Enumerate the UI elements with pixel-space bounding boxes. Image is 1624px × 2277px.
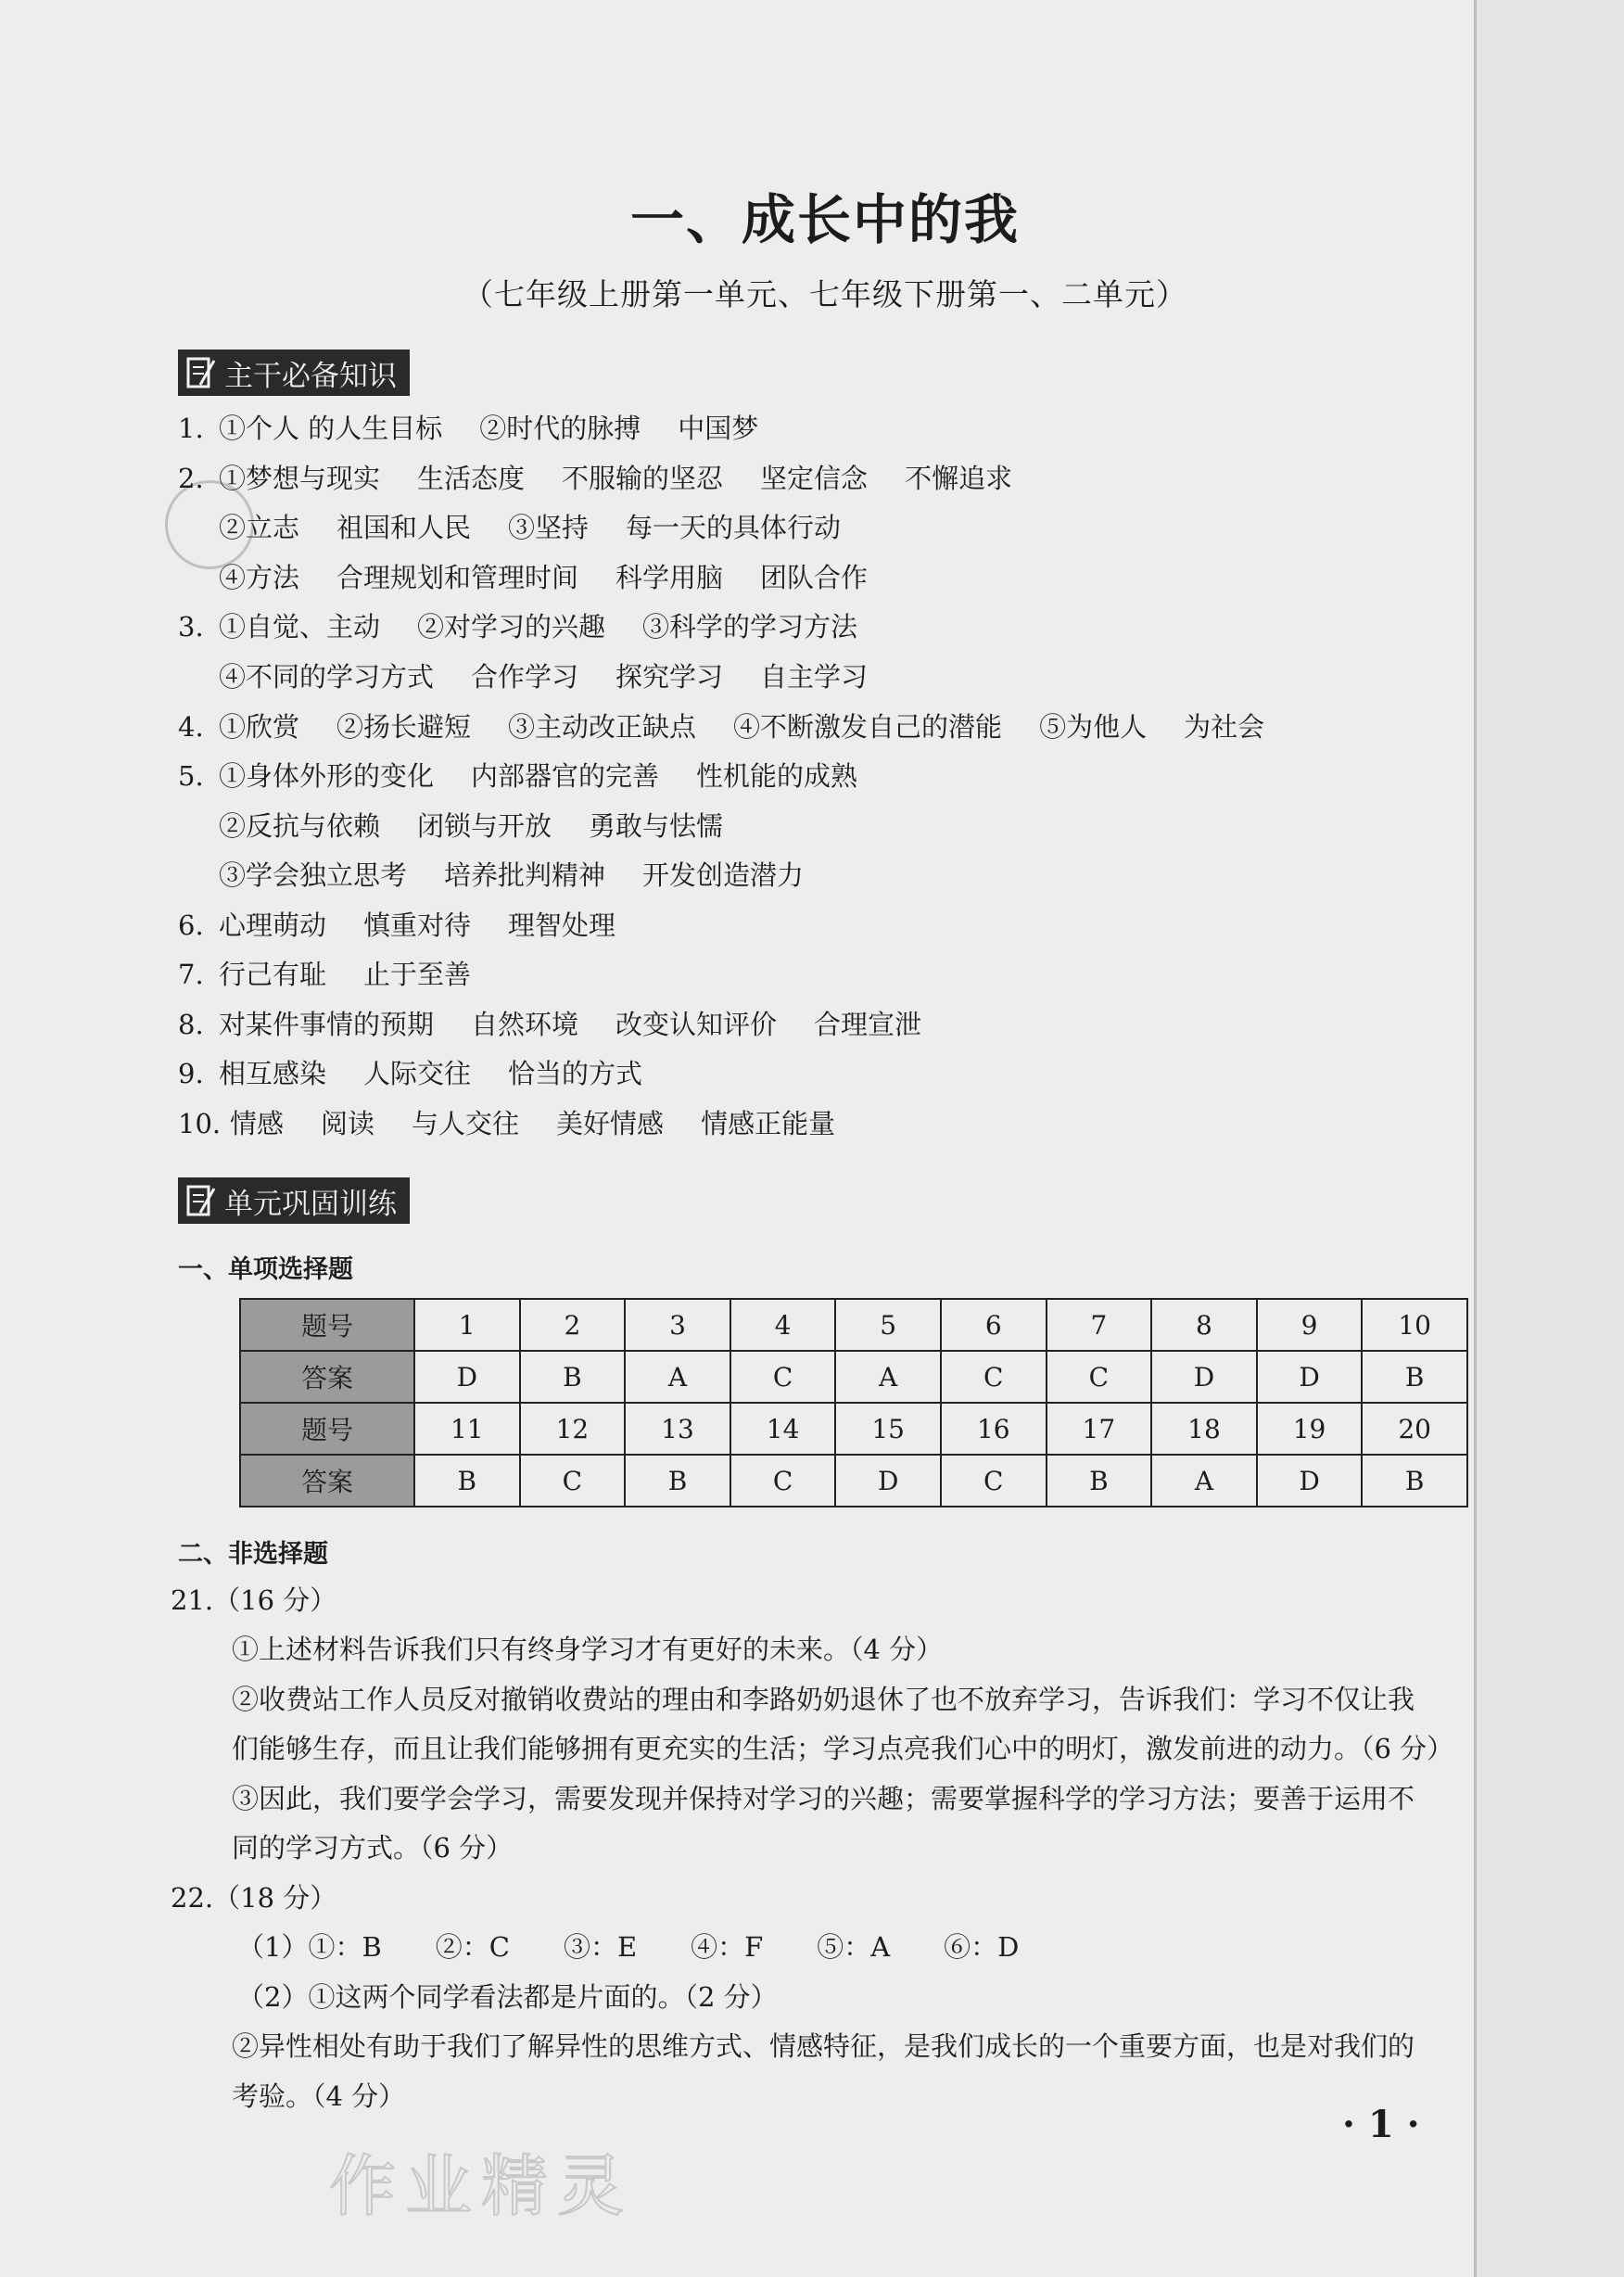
knowledge-line-9: 9. 相互感染 人际交往 恰当的方式 xyxy=(178,1058,643,1089)
table-row xyxy=(240,1299,1467,1351)
nonchoice-heading: 二、非选择题 xyxy=(178,1540,328,1569)
table-cell: C xyxy=(941,1455,1047,1507)
table-cell: 17 xyxy=(1047,1403,1152,1455)
notepad-pen-icon xyxy=(185,1183,217,1218)
table-cell: 7 xyxy=(1047,1299,1152,1351)
table-cell: 1 xyxy=(414,1299,520,1351)
q21-heading: 21.（16 分） xyxy=(171,1584,337,1616)
table-cell: C xyxy=(730,1351,836,1403)
table-row xyxy=(240,1351,1467,1403)
q22-heading: 22.（18 分） xyxy=(171,1882,337,1914)
training-section-title: 单元巩固训练 xyxy=(224,1187,397,1221)
q22-part-2-point-a: ②异性相处有助于我们了解异性的思维方式、情感特征，是我们成长的一个重要方面，也是对我们的 xyxy=(232,2030,1415,2062)
table-cell: 2 xyxy=(520,1299,626,1351)
table-header-cell: 答案 xyxy=(240,1455,414,1507)
q21-point-3b: 同的学习方式。（6 分） xyxy=(232,1832,514,1864)
table-cell: D xyxy=(1151,1351,1257,1403)
table-cell: 10 xyxy=(1362,1299,1467,1351)
table-cell: D xyxy=(1257,1455,1363,1507)
table-cell: B xyxy=(625,1455,730,1507)
table-header-cell: 题号 xyxy=(240,1403,414,1455)
knowledge-line-5c: ③学会独立思考 培养批判精神 开发创造潜力 xyxy=(219,859,805,891)
table-cell: 8 xyxy=(1151,1299,1257,1351)
table-cell: 16 xyxy=(941,1403,1047,1455)
knowledge-line-2c: ④方法 合理规划和管理时间 科学用脑 团队合作 xyxy=(219,562,869,593)
table-cell: 12 xyxy=(520,1403,626,1455)
table-cell: 4 xyxy=(730,1299,836,1351)
table-cell: 18 xyxy=(1151,1403,1257,1455)
knowledge-line-5b: ②反抗与依赖 闭锁与开放 勇敢与怯懦 xyxy=(219,810,724,842)
table-cell: B xyxy=(520,1351,626,1403)
knowledge-line-4: 4. ①欣赏 ②扬长避短 ③主动改正缺点 ④不断激发自己的潜能 ⑤为他人 为社会 xyxy=(178,711,1265,743)
table-cell: B xyxy=(414,1455,520,1507)
knowledge-line-3b: ④不同的学习方式 合作学习 探究学习 自主学习 xyxy=(219,661,869,693)
training-section-banner xyxy=(178,1177,410,1224)
q22-part-1: （1）①：B ②：C ③：E ④：F ⑤：A ⑥：D xyxy=(237,1931,1020,1963)
table-cell: 14 xyxy=(730,1403,836,1455)
table-cell: 6 xyxy=(941,1299,1047,1351)
q22-part-2-point-b: 考验。（4 分） xyxy=(232,2080,406,2112)
table-header-cell: 题号 xyxy=(240,1299,414,1351)
table-cell: C xyxy=(730,1455,836,1507)
page-subtitle: （七年级上册第一单元、七年级下册第一、二单元） xyxy=(463,276,1187,312)
notepad-pen-icon xyxy=(185,355,217,390)
table-cell: 3 xyxy=(625,1299,730,1351)
table-cell: 20 xyxy=(1362,1403,1467,1455)
table-cell: C xyxy=(1047,1351,1152,1403)
q21-point-2b: 们能够生存，而且让我们能够拥有更充实的生活；学习点亮我们心中的明灯，激发前进的动力。（6 分） xyxy=(232,1733,1454,1764)
watermark: 作业精灵 xyxy=(329,2147,634,2225)
table-cell: 5 xyxy=(835,1299,941,1351)
table-cell: A xyxy=(835,1351,941,1403)
knowledge-line-3: 3. ①自觉、主动 ②对学习的兴趣 ③科学的学习方法 xyxy=(178,611,858,642)
knowledge-section-title: 主干必备知识 xyxy=(224,359,397,393)
page-margin xyxy=(1477,0,1624,2277)
table-cell: 19 xyxy=(1257,1403,1363,1455)
table-cell: D xyxy=(835,1455,941,1507)
knowledge-line-7: 7. 行己有耻 止于至善 xyxy=(178,959,472,990)
table-cell: A xyxy=(1151,1455,1257,1507)
table-cell: B xyxy=(1362,1455,1467,1507)
table-cell: B xyxy=(1047,1455,1152,1507)
table-cell: D xyxy=(414,1351,520,1403)
table-row xyxy=(240,1403,1467,1455)
q21-point-3a: ③因此，我们要学会学习，需要发现并保持对学习的兴趣；需要掌握科学的学习方法；要善于运用不 xyxy=(232,1783,1415,1814)
table-cell: C xyxy=(941,1351,1047,1403)
table-cell: 13 xyxy=(625,1403,730,1455)
table-header-cell: 答案 xyxy=(240,1351,414,1403)
knowledge-line-1: 1. ①个人 的人生目标 ②时代的脉搏 中国梦 xyxy=(178,413,759,444)
table-row xyxy=(240,1455,1467,1507)
q21-point-1: ①上述材料告诉我们只有终身学习才有更好的未来。（4 分） xyxy=(232,1634,944,1665)
knowledge-line-2b: ②立志 祖国和人民 ③坚持 每一天的具体行动 xyxy=(219,512,842,543)
knowledge-line-5: 5. ①身体外形的变化 内部器官的完善 性机能的成熟 xyxy=(178,760,858,792)
table-cell: 9 xyxy=(1257,1299,1363,1351)
table-cell: A xyxy=(625,1351,730,1403)
table-cell: 11 xyxy=(414,1403,520,1455)
knowledge-line-10: 10. 情感 阅读 与人交往 美好情感 情感正能量 xyxy=(178,1108,836,1139)
knowledge-line-2: 2. ①梦想与现实 生活态度 不服输的坚忍 坚定信念 不懈追求 xyxy=(178,463,1013,494)
q21-point-2a: ②收费站工作人员反对撤销收费站的理由和李路奶奶退休了也不放弃学习，告诉我们：学习不仅让我 xyxy=(232,1684,1415,1715)
knowledge-section-banner xyxy=(178,350,410,396)
choice-heading: 一、单项选择题 xyxy=(178,1255,353,1284)
table-cell: B xyxy=(1362,1351,1467,1403)
table-cell: C xyxy=(520,1455,626,1507)
table-cell: D xyxy=(1257,1351,1363,1403)
q22-part-2: （2）①这两个同学看法都是片面的。（2 分） xyxy=(237,1981,778,2013)
answer-table xyxy=(239,1298,1468,1507)
page-title: 一、成长中的我 xyxy=(629,188,1020,251)
page-number: · 1 · xyxy=(1342,2103,1420,2146)
table-cell: 15 xyxy=(835,1403,941,1455)
knowledge-line-6: 6. 心理萌动 慎重对待 理智处理 xyxy=(178,910,616,941)
knowledge-line-8: 8. 对某件事情的预期 自然环境 改变认知评价 合理宣泄 xyxy=(178,1009,922,1040)
